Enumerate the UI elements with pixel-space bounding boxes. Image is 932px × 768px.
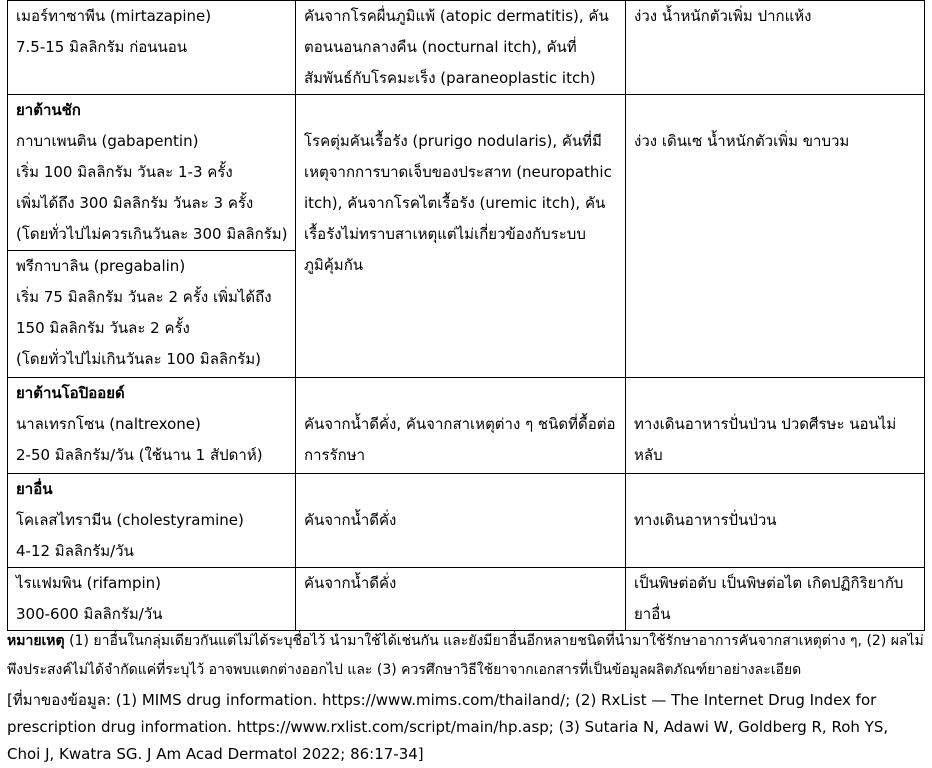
notes-section (7, 627, 924, 768)
drug-dose: 7.5-15 มิลลิกรัม ก่อนนอน (16, 38, 188, 56)
indication-text: คันจากน้ำดีคั่ง (304, 574, 397, 592)
indication-cell (296, 474, 626, 568)
side-effects-text: เป็นพิษต่อตับ เป็นพิษต่อไต เกิดปฏิกิริยากับยาอื่น (634, 574, 904, 623)
sources-text: [ที่มาของข้อมูล: (1) MIMS drug information. https://www.mims.com/thailand/; (2) RxList — The Internet Drug Index for prescription drug information. https://www.rxlist.com/script/main/hp.asp; (3) Sutaria N, Adawi W, Goldberg R, Roh YS, Choi J, Kwatra SG. J Am Acad Dermatol 2022; 86:17-34] (7, 691, 889, 763)
indication-cell (296, 568, 626, 631)
drug-dose: เริ่ม 100 มิลลิกรัม วันละ 1-3 ครั้ง (16, 163, 233, 181)
drug-dose: 4-12 มิลลิกรัม/วัน (16, 542, 134, 560)
indication-text: คันจากโรคผื่นภูมิแพ้ (atopic dermatitis), คันตอนนอนกลางคืน (nocturnal itch), คันที่สัมพันธ์กับโรคมะเร็ง (paraneoplastic itch) (304, 7, 609, 87)
indication-cell (296, 95, 626, 378)
drug-dose-note: (โดยทั่วไปไม่ควรเกินวันละ 300 มิลลิกรัม) (16, 225, 288, 243)
side-effects-text: ทางเดินอาหารปั่นป่วน ปวดศีรษะ นอนไม่หลับ (634, 415, 897, 464)
drug-name: โคเลสไทรามีน (cholestyramine) (16, 511, 244, 529)
table-row (8, 1, 925, 95)
drug-cell (8, 95, 296, 378)
side-effects-text: ง่วง น้ำหนักตัวเพิ่ม ปากแห้ง (634, 7, 812, 25)
drug-cell (8, 1, 296, 95)
side-effects-text: ทางเดินอาหารปั่นป่วน (634, 511, 777, 529)
drug-dose: 150 มิลลิกรัม วันละ 2 ครั้ง (16, 319, 190, 337)
indication-text: คันจากน้ำดีคั่ง (304, 511, 397, 529)
group-heading: ยาต้านโอปิออยด์ (16, 384, 125, 402)
drug-cell (8, 474, 296, 568)
table-row (8, 568, 925, 631)
drug-name: พรีกาบาลิน (pregabalin) (16, 257, 186, 275)
notes-label: หมายเหตุ (7, 633, 65, 649)
indication-text: คันจากน้ำดีคั่ง, คันจากสาเหตุต่าง ๆ ชนิดที่ดื้อต่อการรักษา (304, 415, 616, 464)
sub-drug-block (8, 250, 295, 375)
group-heading: ยาต้านชัก (16, 101, 81, 119)
side-effects-cell (626, 95, 925, 378)
drug-name: เมอร์ทาซาพีน (mirtazapine) (16, 7, 212, 25)
drug-dose-note: (โดยทั่วไปไม่เกินวันละ 100 มิลลิกรัม) (16, 350, 261, 368)
drug-dose: เพิ่มได้ถึง 300 มิลลิกรัม วันละ 3 ครั้ง (16, 194, 254, 212)
drug-name: นาลเทรกโซน (naltrexone) (16, 415, 201, 433)
side-effects-text: ง่วง เดินเซ น้ำหนักตัวเพิ่ม ขาบวม (634, 132, 850, 150)
drug-cell (8, 378, 296, 474)
drug-name: กาบาเพนติน (gabapentin) (16, 132, 199, 150)
group-heading: ยาอื่น (16, 480, 53, 498)
drug-dose: เริ่ม 75 มิลลิกรัม วันละ 2 ครั้ง เพิ่มได้ถึง (16, 288, 272, 306)
notes-text: (1) ยาอื่นในกลุ่มเดียวกันแต่ไม่ได้ระบุชื่อไว้ นำมาใช้ได้เช่นกัน และยังมียาอื่นอีกหลายชนิดที่นำมาใช้รักษาอาการคันจากสาเหตุต่าง ๆ, (2) ผลไม่พึงประสงค์ไม่ได้จำกัดแค่ที่ระบุไว้ อาจพบแตกต่างออกไป และ (3) ควรศึกษาวิธีใช้ยาจากเอกสารที่เป็นข้อมูลผลิตภัณฑ์ยาอย่างละเอียด (7, 633, 924, 678)
indication-text: โรคตุ่มคันเรื้อรัง (prurigo nodularis), คันที่มีเหตุจากการบาดเจ็บของประสาท (neuropathic itch), คันจากโรคไตเรื้อรัง (uremic itch), คันเรื้อรังไม่ทราบสาเหตุแต่ไม่เกี่ยวข้องกับระบบภูมิคุ้มกัน (304, 132, 612, 274)
side-effects-cell (626, 568, 925, 631)
table-row (8, 474, 925, 568)
side-effects-cell (626, 474, 925, 568)
side-effects-cell (626, 378, 925, 474)
drug-cell (8, 568, 296, 631)
drug-dose: 2-50 มิลลิกรัม/วัน (ใช้นาน 1 สัปดาห์) (16, 446, 263, 464)
indication-cell (296, 1, 626, 95)
indication-cell (296, 378, 626, 474)
notes-paragraph (7, 627, 924, 685)
drug-dose: 300-600 มิลลิกรัม/วัน (16, 605, 163, 623)
drug-table (7, 0, 925, 631)
table-row (8, 95, 925, 378)
table-row (8, 378, 925, 474)
drug-name: ไรแฟมพิน (rifampin) (16, 574, 162, 592)
side-effects-cell (626, 1, 925, 95)
